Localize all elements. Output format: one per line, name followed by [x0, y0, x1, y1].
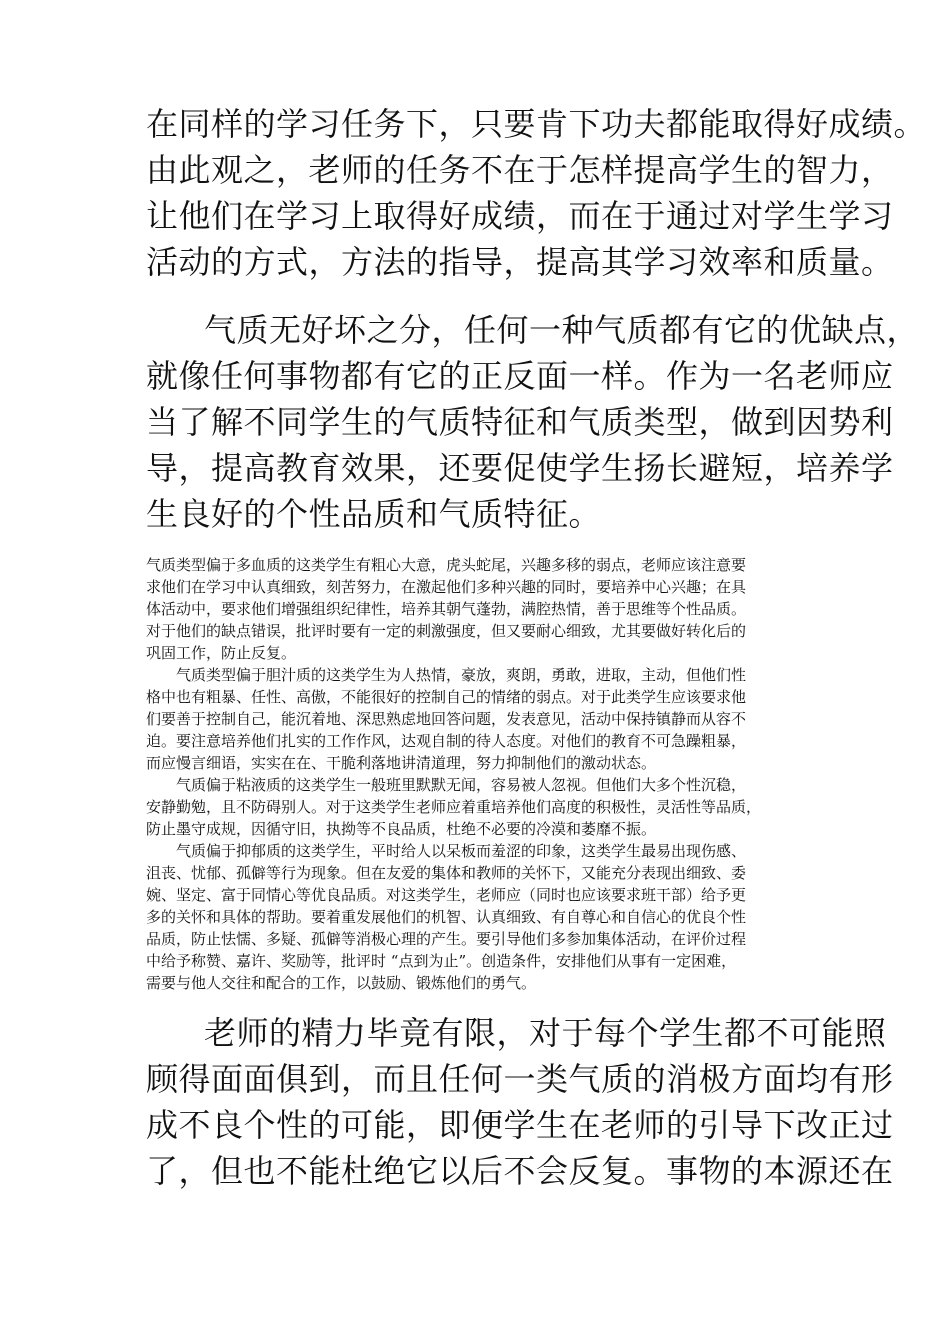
text-line: 品质，防止怯懦、多疑、孤僻等消极心理的产生。要引导他们多参加集体活动，在评价过程: [146, 930, 747, 948]
text-line: 让他们在学习上取得好成绩，而在于通过对学生学习: [146, 197, 894, 235]
text-line: 对于他们的缺点错误，批评时要有一定的刺激强度，但又要耐心细致，尤其要做好转化后的: [146, 622, 747, 640]
text-line: 气质偏于抑郁质的这类学生，平时给人以呆板而羞涩的印象，这类学生最易出现伤感、: [176, 842, 747, 860]
text-line: 由此观之，老师的任务不在于怎样提高学生的智力，: [146, 151, 894, 189]
paragraph-3: [146, 1010, 894, 1194]
text-line: 气质类型偏于胆汁质的这类学生为人热情，豪放，爽朗，勇敢，进取，主动，但他们性: [176, 666, 747, 684]
text-line: 需要与他人交往和配合的工作，以鼓励、锻炼他们的勇气。: [146, 974, 537, 992]
small-paragraph-sanguine: [146, 554, 810, 664]
text-line: 沮丧、忧郁、孤僻等行为现象。但在友爱的集体和教师的关怀下，又能充分表现出细致、委: [146, 864, 747, 882]
text-line: 老师的精力毕竟有限，对于每个学生都不可能照: [204, 1014, 887, 1052]
text-line: 而应慢言细语，实实在在、干脆利落地讲清道理，努力抑制他们的激动状态。: [146, 754, 657, 772]
text-line: 求他们在学习中认真细致，刻苦努力，在激起他们多种兴趣的同时，要培养中心兴趣；在具: [146, 578, 747, 596]
text-line: 气质偏于粘液质的这类学生一般班里默默无闻，容易被人忽视。但他们大多个性沉稳，: [176, 776, 747, 794]
text-line: 就像任何事物都有它的正反面一样。作为一名老师应: [146, 357, 894, 395]
text-line: 在同样的学习任务下，只要肯下功夫都能取得好成绩。: [146, 105, 927, 143]
text-line: 迫。要注意培养他们扎实的工作作风，达观自制的待人态度。对他们的教育不可急躁粗暴，: [146, 732, 747, 750]
text-line: 巩固工作，防止反复。: [146, 644, 297, 662]
text-line: 生良好的个性品质和气质特征。: [146, 495, 602, 533]
text-line: 气质类型偏于多血质的这类学生有粗心大意，虎头蛇尾，兴趣多移的弱点，老师应该注意要: [146, 556, 747, 574]
text-line: 婉、坚定、富于同情心等优良品质。对这类学生，老师应（同时也应该要求班干部）给予更: [146, 886, 747, 904]
paragraph-1: [146, 101, 927, 285]
small-paragraph-melancholic: [146, 840, 810, 994]
paragraph-2: [146, 307, 920, 537]
text-line: 气质无好坏之分，任何一种气质都有它的优缺点，: [204, 311, 920, 349]
text-line: 格中也有粗暴、任性、高傲，不能很好的控制自己的情绪的弱点。对于此类学生应该要求他: [146, 688, 747, 706]
text-line: 活动的方式，方法的指导，提高其学习效率和质量。: [146, 243, 894, 281]
text-line: 多的关怀和具体的帮助。要着重发展他们的机智、认真细致、有自尊心和自信心的优良个性: [146, 908, 747, 926]
text-line: 体活动中，要求他们增强组织纪律性，培养其朝气蓬勃，满腔热情，善于思维等个性品质。: [146, 600, 747, 618]
text-line: 了，但也不能杜绝它以后不会反复。事物的本源还在: [146, 1152, 894, 1190]
small-paragraph-phlegmatic: [146, 774, 810, 840]
text-line: 当了解不同学生的气质特征和气质类型，做到因势利: [146, 403, 894, 441]
text-line: 安静勤勉，且不防碍别人。对于这类学生老师应着重培养他们高度的积极性，灵活性等品质，: [146, 798, 762, 816]
text-line: 中给予称赞、嘉许、奖励等，批评时 “点到为止”。创造条件，安排他们从事有一定困难，: [146, 952, 737, 970]
text-line: 防止墨守成规，因循守旧，执拗等不良品质，杜绝不必要的冷漠和萎靡不振。: [146, 820, 657, 838]
small-paragraph-choleric: [146, 664, 810, 774]
text-line: 成不良个性的可能，即便学生在老师的引导下改正过: [146, 1106, 894, 1144]
text-line: 顾得面面俱到，而且任何一类气质的消极方面均有形: [146, 1060, 894, 1098]
text-line: 导，提高教育效果，还要促使学生扬长避短，培养学: [146, 449, 894, 487]
text-line: 们要善于控制自己，能沉着地、深思熟虑地回答问题，发表意见，活动中保持镇静而从容不: [146, 710, 747, 728]
